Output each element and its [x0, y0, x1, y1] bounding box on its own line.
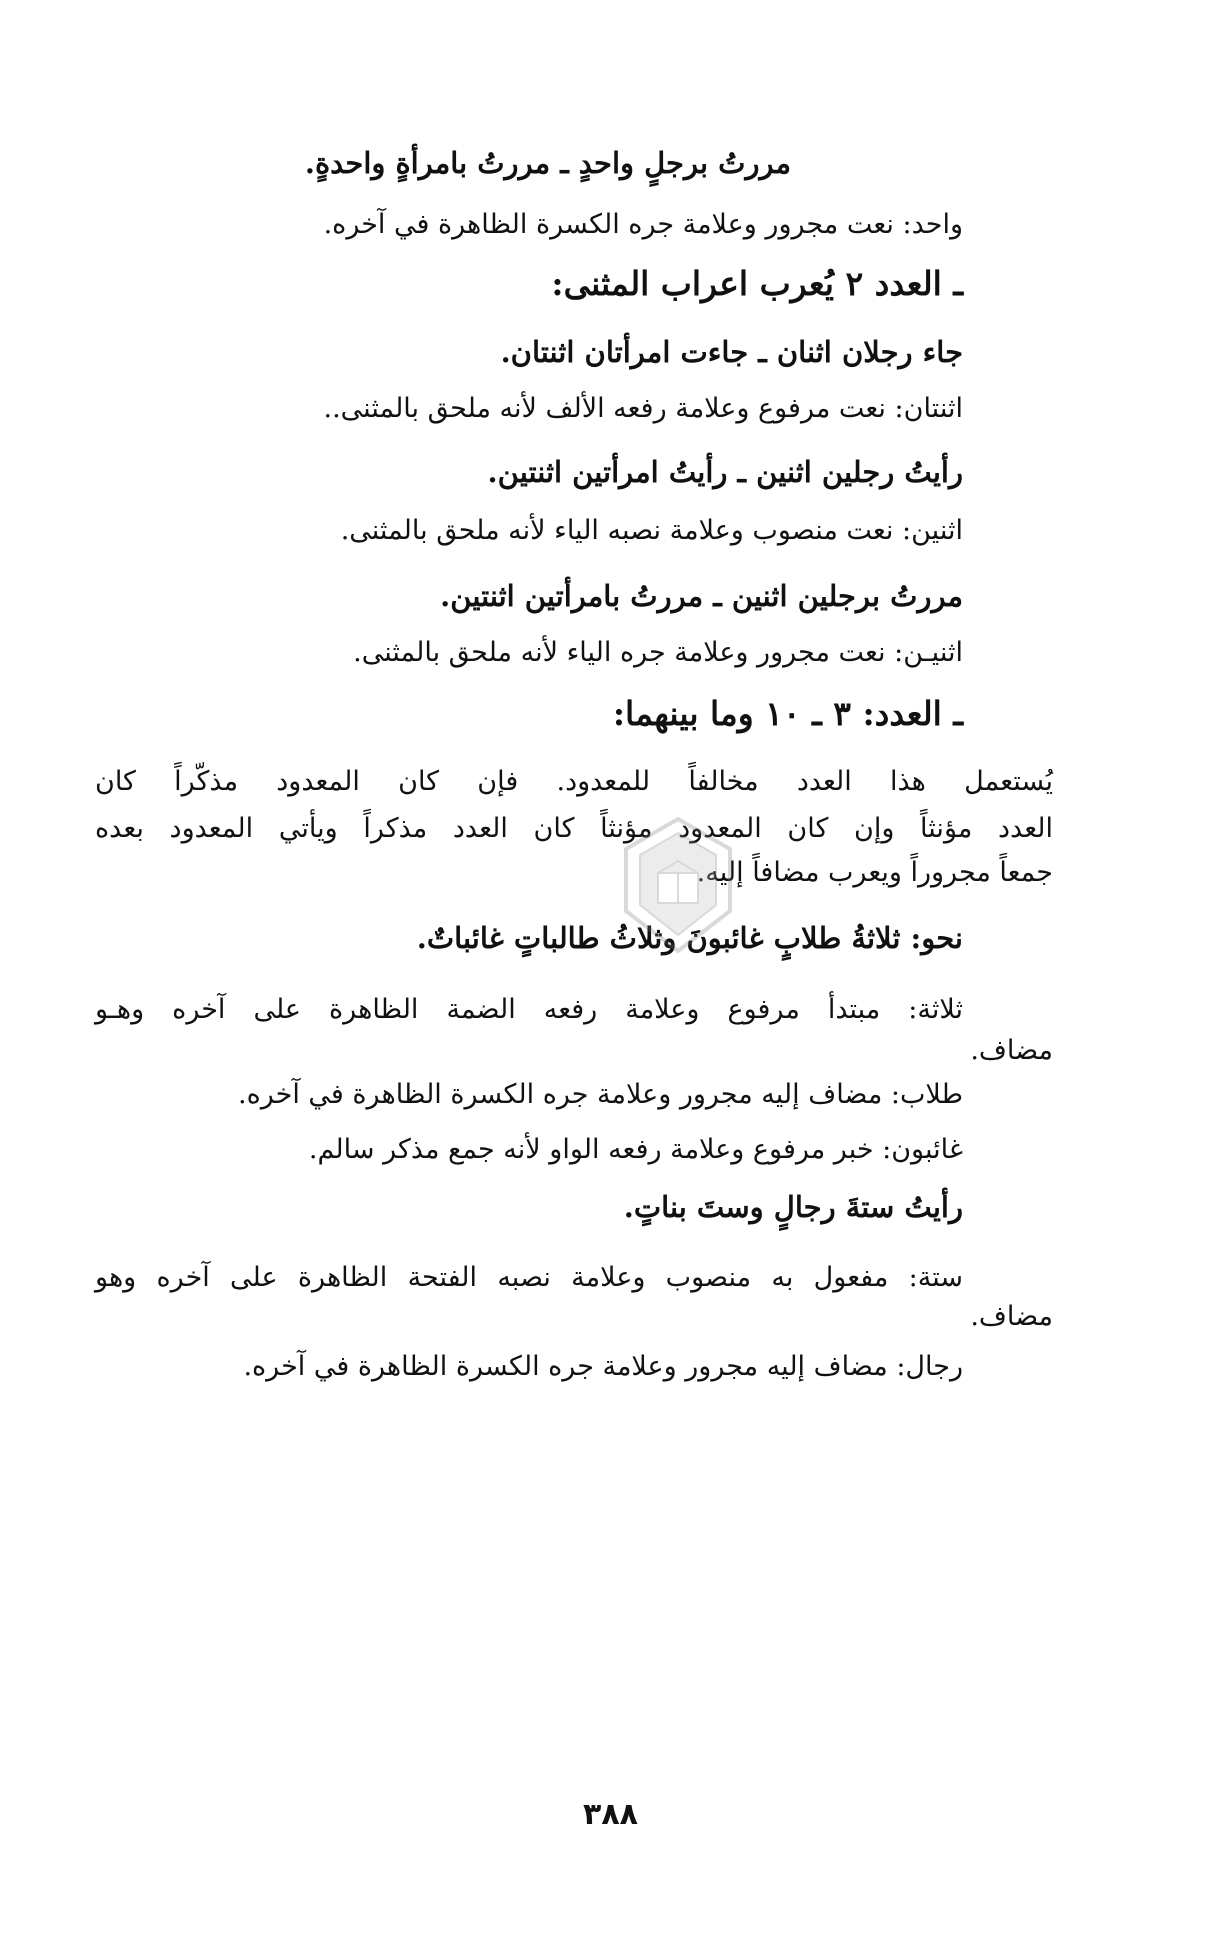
parse-line-2: اثنتان: نعت مرفوع وعلامة رفعه الألف لأنه ملحق بالمثنى..	[323, 393, 963, 424]
parse-line-8: ستة: مفعول به منصوب وعلامة نصبه الفتحة الظاهرة على آخره وهو	[95, 1262, 963, 1293]
parse-line-3: اثنين: نعت منصوب وعلامة نصبه الياء لأنه ملحق بالمثنى.	[340, 515, 963, 546]
section-heading-2: ـ العدد ٢ يُعرب اعراب المثنى:	[551, 264, 963, 303]
parse-line-8-cont: مضاف.	[970, 1301, 1053, 1332]
parse-line-1: واحد: نعت مجرور وعلامة جره الكسرة الظاهرة في آخره.	[323, 209, 963, 240]
example-line-4: مررتُ برجلين اثنين ـ مررتُ بامرأتين اثنتين.	[440, 579, 963, 613]
example-line-3: رأيتُ رجلين اثنين ـ رأيتُ امرأتين اثنتين.	[487, 455, 963, 489]
paragraph-line-1: يُستعمل هذا العدد مخالفاً للمعدود. فإن كان المعدود مذكّراً كان	[95, 766, 1053, 797]
parse-line-7: غائبون: خبر مرفوع وعلامة رفعه الواو لأنه جمع مذكر سالم.	[308, 1134, 963, 1165]
parse-line-5: ثلاثة: مبتدأ مرفوع وعلامة رفعه الضمة الظاهرة على آخره وهـو	[95, 994, 963, 1025]
paragraph-line-2: العدد مؤنثاً وإن كان المعدود مؤنثاً كان العدد مذكراً ويأتي المعدود بعده	[95, 813, 1053, 844]
parse-line-4: اثنيـن: نعت مجرور وعلامة جره الياء لأنه ملحق بالمثنى.	[353, 637, 963, 668]
parse-line-9: رجال: مضاف إليه مجرور وعلامة جره الكسرة الظاهرة في آخره.	[243, 1351, 963, 1382]
parse-line-6: طلاب: مضاف إليه مجرور وعلامة جره الكسرة الظاهرة في آخره.	[238, 1079, 963, 1110]
seal-emblem-icon	[618, 815, 738, 955]
example-line-6: رأيتُ ستةَ رجالٍ وستَ بناتٍ.	[623, 1190, 963, 1224]
paragraph-line-3: جمعاً مجروراً ويعرب مضافاً إليه.	[696, 857, 1053, 888]
page-number: ٣٨٨	[583, 1797, 638, 1832]
example-line-5: نحو: ثلاثةُ طلابٍ غائبونَ وثلاثُ طالباتٍ غائباتٌ.	[416, 921, 963, 955]
example-line-2: جاء رجلان اثنان ـ جاءت امرأتان اثنتان.	[500, 335, 963, 369]
example-line-1: مررتُ برجلٍ واحدٍ ـ مررتُ بامرأةٍ واحدةٍ.	[304, 146, 791, 180]
section-heading-3: ـ العدد: ٣ ـ ١٠ وما بينهما:	[612, 694, 963, 733]
parse-line-5-cont: مضاف.	[970, 1035, 1053, 1066]
